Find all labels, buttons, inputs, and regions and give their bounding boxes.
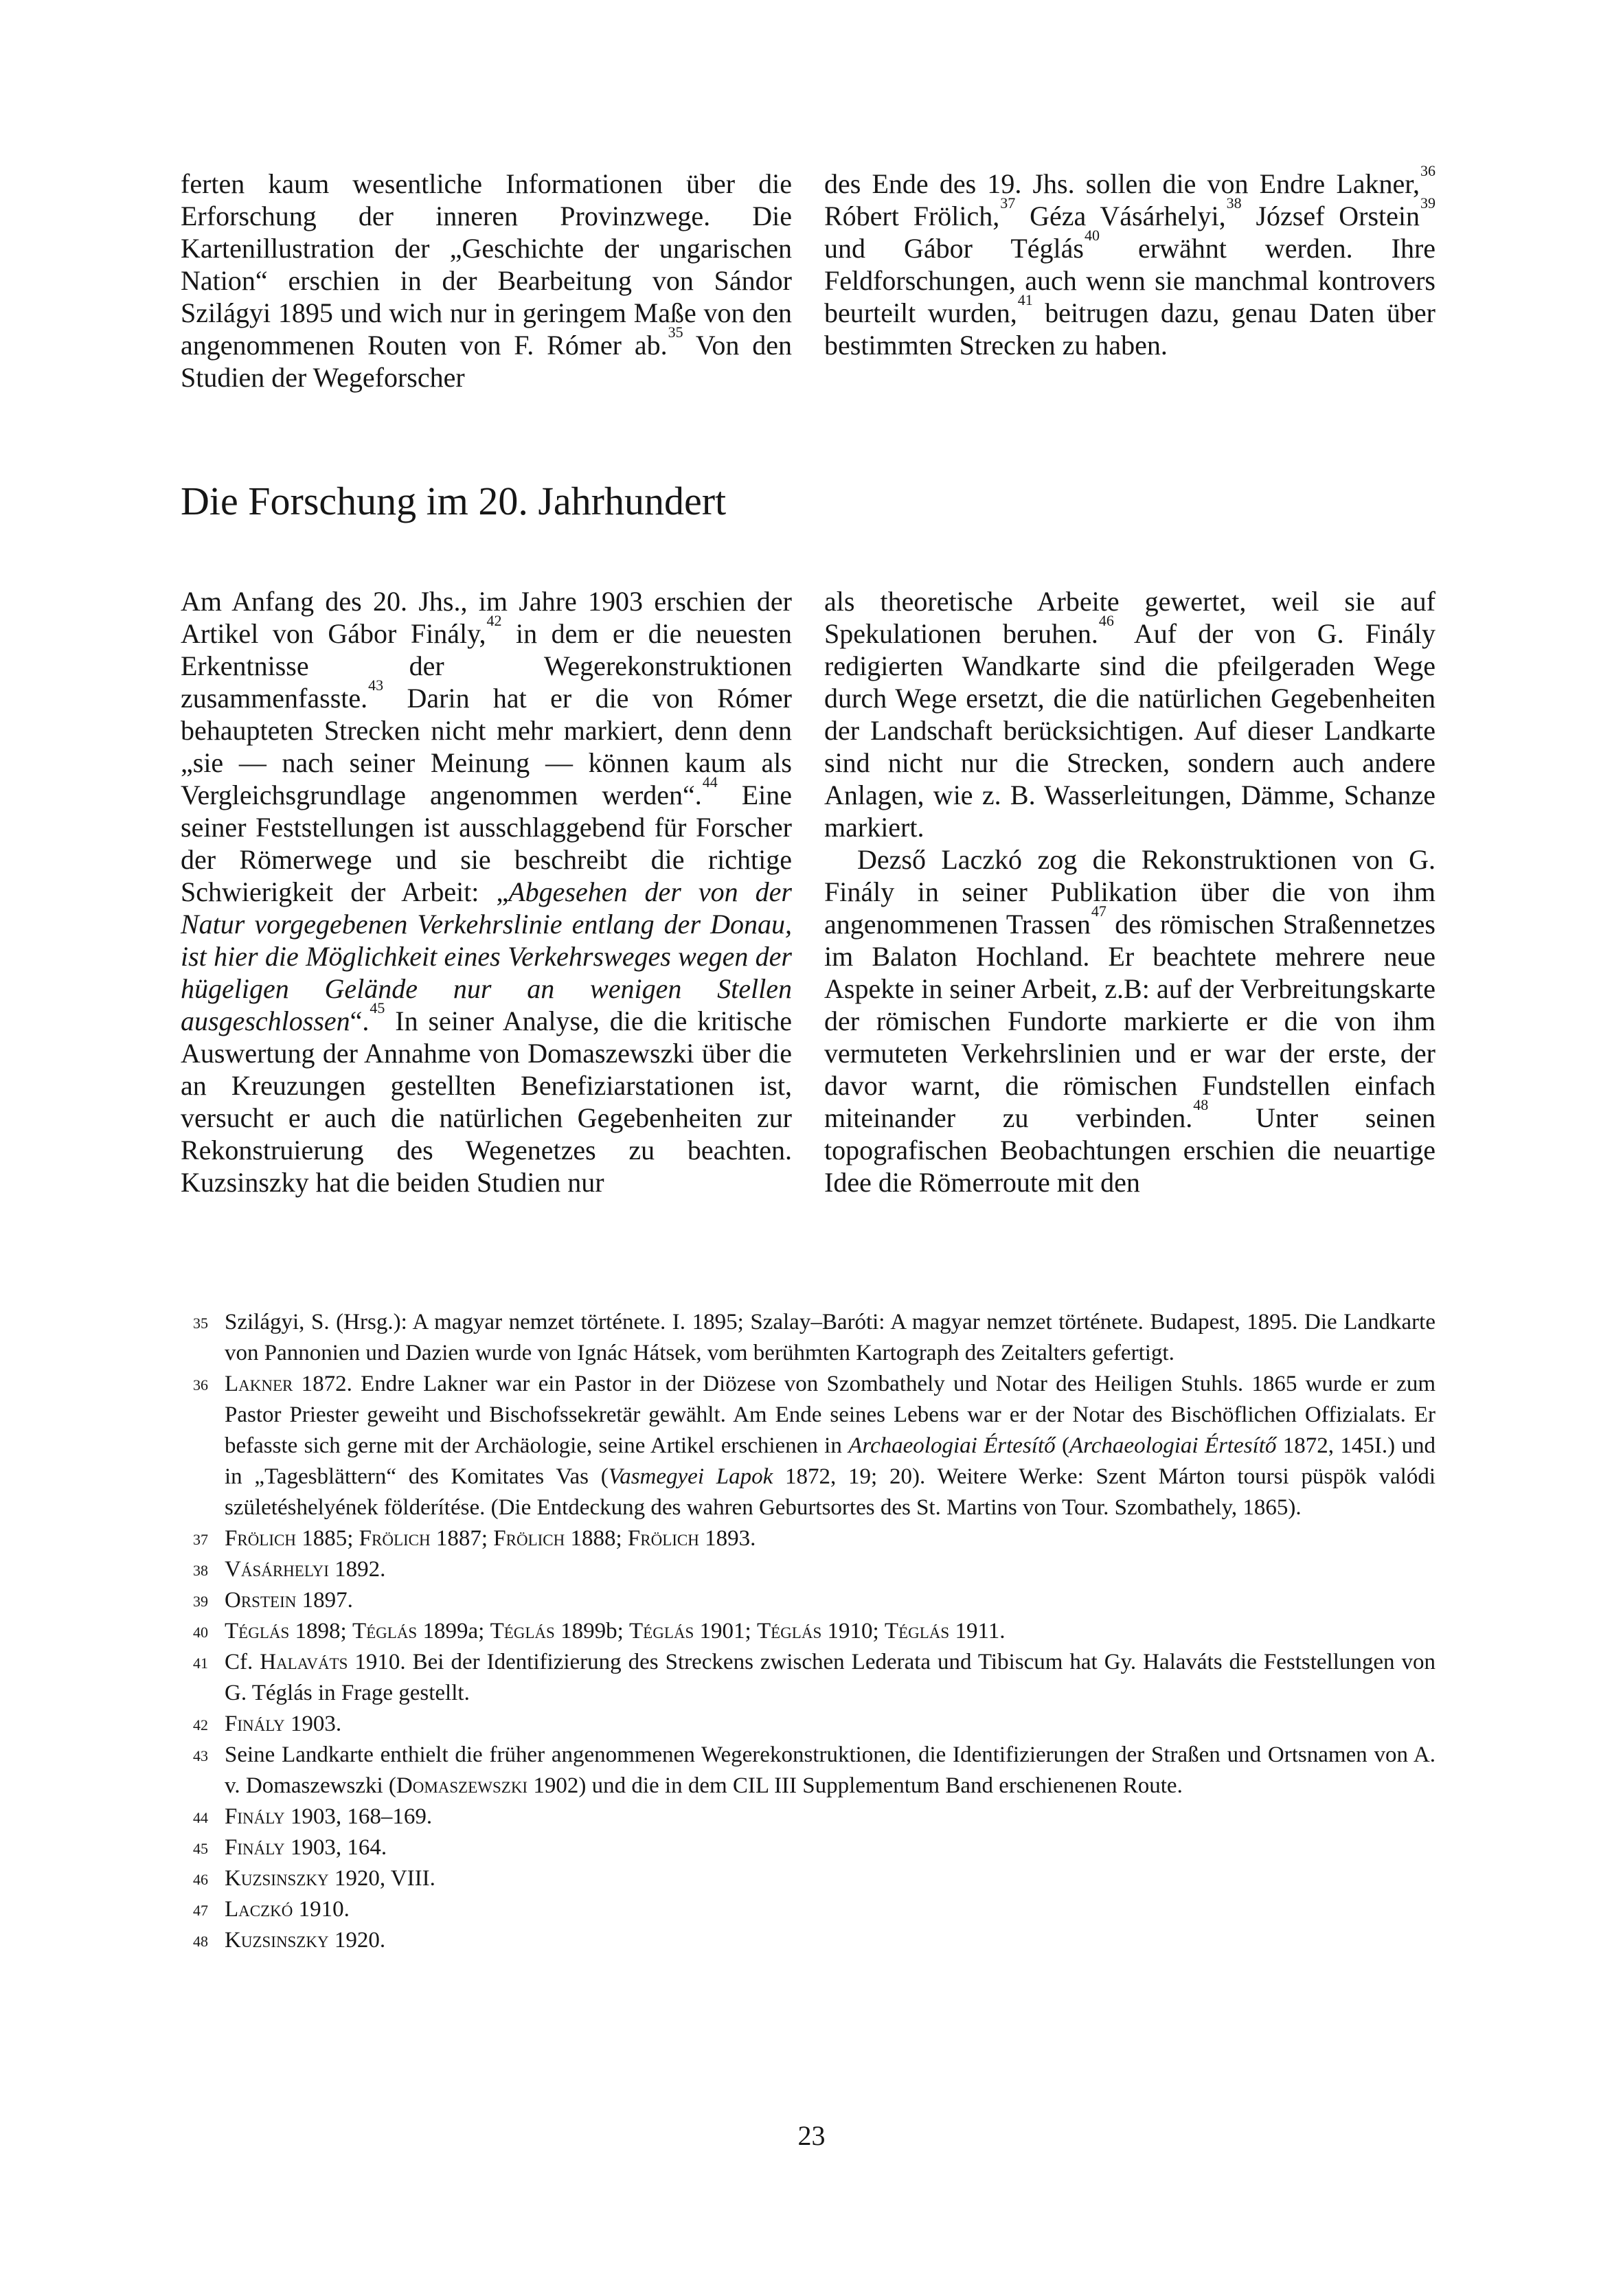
footnote-number: 39 — [193, 1593, 208, 1610]
footnote-text: Szilágyi, S. (Hrsg.): A magyar nemzet története. I. 1895; Szalay–Baróti: A magyar nemzet története. Budapest, 1895. Die Landkarte von Pannonien und Dazien wurde von Ignác Hátsek, vom berühmten Kartograph des Zeitalters gefertigt. — [225, 1310, 1435, 1365]
smallcaps-author: Kuzsinszky — [225, 1928, 329, 1953]
paragraph: des Ende des 19. Jhs. sollen die von Endre Lakner,$^{36}$ Róbert Frölich,$^{37}$ Géza Vásárhelyi,$^{38}$ József Orstein$^{39}$ und Gábor Téglás$^{40}$ erwähnt werden. Ihre Feldforschungen, auch wenn sie manchmal kontrovers beurteilt wurden,$^{41}$ beitrugen dazu, genau Daten über bestimmten Strecken zu haben. — [824, 161, 1436, 361]
footnote-ref: 41 — [1017, 291, 1033, 308]
footnote-number: 40 — [193, 1624, 208, 1641]
smallcaps-author: Domaszewszki — [396, 1773, 528, 1798]
footnote-item — [181, 1307, 1435, 1369]
footnote-item — [181, 1585, 1435, 1616]
italic-text: Abgesehen der von der Natur vorgegebenen Verkehrslinie entlang der Donau, ist hier die Möglichkeit eines Verkehrsweges wegen der hügeligen Gelände nur an wenigen Stellen ausgeschlossen — [181, 876, 793, 1036]
footnote-number: 47 — [193, 1902, 208, 1919]
footnote-number: 42 — [193, 1716, 208, 1734]
paragraph: als theoretische Arbeite gewertet, weil sie auf Spekulationen beruhen.$^{46}$ Auf der von G. Finály redigierten Wandkarte sind die pfeilgeraden Wege durch Wege ersetzt, die die natürlichen Gegebenheiten der Landschaft berücksichtigen. Auf dieser Landkarte sind nicht nur die Strecken, sondern auch andere Anlagen, wie z. B. Wasserleitungen, Dämme, Schanze markiert. — [824, 586, 1435, 843]
footnote-text: Cf. Halaváts 1910. Bei der Identifizierung des Streckens zwischen Lederata und Tibiscum hat Gy. Halaváts die Feststellungen von G. Téglás in Frage gestellt. — [225, 1650, 1435, 1705]
paragraph: ferten kaum wesentliche Informationen über die Erforschung der inneren Provinzwege. Die Kartenillustration der „Geschichte der ungarischen Nation“ erschien in der Bearbeitung von Sándor Szilágyi 1895 und wich nur in geringem Maße von den angenommenen Routen von F. Rómer ab.$^{35}$ Von den Studien der Wegeforscher — [181, 168, 793, 393]
footnote-text: Frölich 1885; Frölich 1887; Frölich 1888; Frölich 1893. — [225, 1526, 756, 1551]
smallcaps-author: Finály — [225, 1835, 285, 1860]
smallcaps-author: Frölich — [627, 1526, 699, 1551]
footnote-number: 44 — [193, 1809, 208, 1826]
smallcaps-author: Frölich — [359, 1526, 431, 1551]
footnote-text: Téglás 1898; Téglás 1899a; Téglás 1899b; Téglás 1901; Téglás 1910; Téglás 1911. — [225, 1619, 1006, 1644]
footnote-item — [181, 1616, 1435, 1647]
page-number: 23 — [797, 2120, 826, 2151]
footnote-list — [181, 1307, 1435, 1956]
footnote-number: 35 — [193, 1315, 208, 1332]
footnote-text: Orstein 1897. — [225, 1588, 353, 1613]
footnote-item — [181, 1523, 1435, 1554]
section-heading: Die Forschung im 20. Jahrhundert — [181, 479, 727, 523]
footnote-number: 37 — [193, 1531, 208, 1548]
top-right-column — [824, 161, 1436, 394]
smallcaps-author: Lakner — [225, 1372, 293, 1396]
paragraph: Dezső Laczkó zog die Rekonstruktionen von G. Finály in seiner Publikation über die von ihm angenommenen Trassen$^{47}$ des römischen Straßennetzes im Balaton Hochland. Er beachtete mehrere neue Aspekte in seiner Arbeit, z.B: auf der Verbreitungskarte der römischen Fundorte markierte er die von ihm vermuteten Verkehrslinien und er war der erste, der davor warnt, die römischen Fundstellen einfach miteinander zu verbinden.$^{48}$ Unter seinen topografischen Beobachtungen erschien die neuartige Idee die Römerroute mit den — [824, 844, 1435, 1198]
footnote-ref: 39 — [1420, 194, 1435, 212]
main-right-column — [824, 585, 1435, 1198]
top-text-section — [181, 161, 1436, 394]
footnote-ref: 46 — [1098, 611, 1114, 629]
smallcaps-author: Téglás — [352, 1619, 418, 1644]
footnote-text: Vásárhelyi 1892. — [225, 1557, 386, 1582]
smallcaps-author: Halaváts — [260, 1650, 348, 1674]
footnote-ref: 37 — [1000, 194, 1016, 212]
italic-text: Vasmegyei Lapok — [608, 1464, 773, 1489]
footnote-ref: 36 — [1420, 161, 1435, 179]
footnote-item — [181, 1863, 1435, 1894]
footnote-item — [181, 1894, 1435, 1925]
smallcaps-author: Téglás — [490, 1619, 555, 1644]
footnote-text: Finály 1903. — [225, 1712, 342, 1736]
footnote-number: 43 — [193, 1747, 208, 1764]
footnote-text: Kuzsinszky 1920, VIII. — [225, 1866, 435, 1891]
footnote-text: Lakner 1872. Endre Lakner war ein Pastor in der Diözese von Szombathely und Notar des Heiligen Stuhls. 1865 wurde er zum Pastor Priester geweiht und Bischofssekretär gewählt. Am Ende seines Lebens war er der Notar des Bischöflichen Offizialats. Er befasste sich gerne mit der Archäologie, seine Artikel erschienen in Archaeologiai Értesítő (Archaeologiai Értesítő 1872, 145I.) und in „Tagesblättern“ des Komitates Vas (Vasmegyei Lapok 1872, 19; 20). Weitere Werke: Szent Márton toursi püspök valódi születéshelyének földerítése. (Die Entdeckung des wahren Geburtsortes des St. Martins von Tour. Szombathely, 1865). — [225, 1372, 1435, 1520]
footnote-number: 46 — [193, 1871, 208, 1888]
footnote-number: 45 — [193, 1840, 208, 1857]
footnote-ref: 47 — [1091, 902, 1106, 920]
footnote-item — [181, 1801, 1435, 1832]
footnote-ref: 35 — [668, 323, 683, 341]
footnote-ref: 38 — [1226, 194, 1242, 212]
footnote-ref: 40 — [1084, 226, 1100, 244]
footnote-number: 36 — [193, 1376, 208, 1394]
smallcaps-author: Finály — [225, 1712, 285, 1736]
footnote-text: Seine Landkarte enthielt die früher angenommenen Wegerekonstruktionen, die Identifizierungen der Straßen und Ortsnamen von A. v. Domaszewszki (Domaszewszki 1902) und die in dem CIL III Supplementum Band erschienenen Route. — [225, 1742, 1435, 1798]
smallcaps-author: Frölich — [225, 1526, 296, 1551]
footnote-text: Finály 1903, 164. — [225, 1835, 387, 1860]
smallcaps-author: Frölich — [493, 1526, 565, 1551]
footnote-item — [181, 1740, 1435, 1801]
footnote-ref: 45 — [370, 999, 385, 1016]
footnote-ref: 48 — [1193, 1095, 1209, 1113]
footnote-text: Laczkó 1910. — [225, 1897, 350, 1922]
smallcaps-author: Kuzsinszky — [225, 1866, 329, 1891]
footnote-item — [181, 1647, 1435, 1709]
footnote-item — [181, 1369, 1435, 1523]
footnote-item — [181, 1554, 1435, 1585]
footnote-number: 48 — [193, 1933, 208, 1950]
smallcaps-author: Téglás — [884, 1619, 950, 1644]
smallcaps-author: Laczkó — [225, 1897, 293, 1922]
italic-text: Archaeologiai Értesítő — [848, 1433, 1056, 1458]
smallcaps-author: Téglás — [629, 1619, 694, 1644]
footnote-item — [181, 1709, 1435, 1740]
smallcaps-author: Téglás — [756, 1619, 822, 1644]
main-left-column — [181, 585, 792, 1198]
top-left-column — [181, 168, 792, 394]
paragraph: Am Anfang des 20. Jhs., im Jahre 1903 erschien der Artikel von Gábor Finály,$^{42}$ in dem er die neuesten Erkentnisse der Wegerekonstruktionen zusammenfasste.$^{43}$ Darin hat er die von Rómer behaupteten Strecken nicht mehr markiert, denn denn „sie — nach seiner Meinung — können kaum als Vergleichsgrundlage angenommen werden“.$^{44}$ Eine seiner Feststellungen ist ausschlaggebend für Forscher der Römerwege und sie beschreibt die richtige Schwierigkeit der Arbeit: „Abgesehen der von der Natur vorgegebenen Verkehrslinie entlang der Donau, ist hier die Möglichkeit eines Verkehrsweges wegen der hügeligen Gelände nur an wenigen Stellen ausgeschlossen“.$^{45}$ In seiner Analyse, die die kritische Auswertung der Annahme von Domaszewszki über die an Kreuzungen gestellten Benefiziarstationen ist, versucht er auch die natürlichen Gegebenheiten zur Rekonstruierung des Wegenetzes zu beachten. Kuzsinszky hat die beiden Studien nur — [181, 586, 793, 1198]
main-text-section — [181, 585, 1435, 1198]
footnote-number: 41 — [193, 1655, 208, 1672]
footnote-item — [181, 1925, 1435, 1956]
italic-text: Archaeologiai Értesítő — [1069, 1433, 1277, 1458]
footnote-item — [181, 1832, 1435, 1863]
footnote-text: Kuzsinszky 1920. — [225, 1928, 386, 1953]
smallcaps-author: Vásárhelyi — [225, 1557, 329, 1582]
footnote-ref: 44 — [702, 773, 718, 791]
footnote-ref: 42 — [486, 611, 502, 629]
footnote-text: Finály 1903, 168–169. — [225, 1804, 433, 1829]
smallcaps-author: Orstein — [225, 1588, 297, 1613]
footnote-ref: 43 — [368, 676, 384, 694]
smallcaps-author: Finály — [225, 1804, 285, 1829]
footnote-number: 38 — [193, 1562, 208, 1579]
smallcaps-author: Téglás — [225, 1619, 290, 1644]
